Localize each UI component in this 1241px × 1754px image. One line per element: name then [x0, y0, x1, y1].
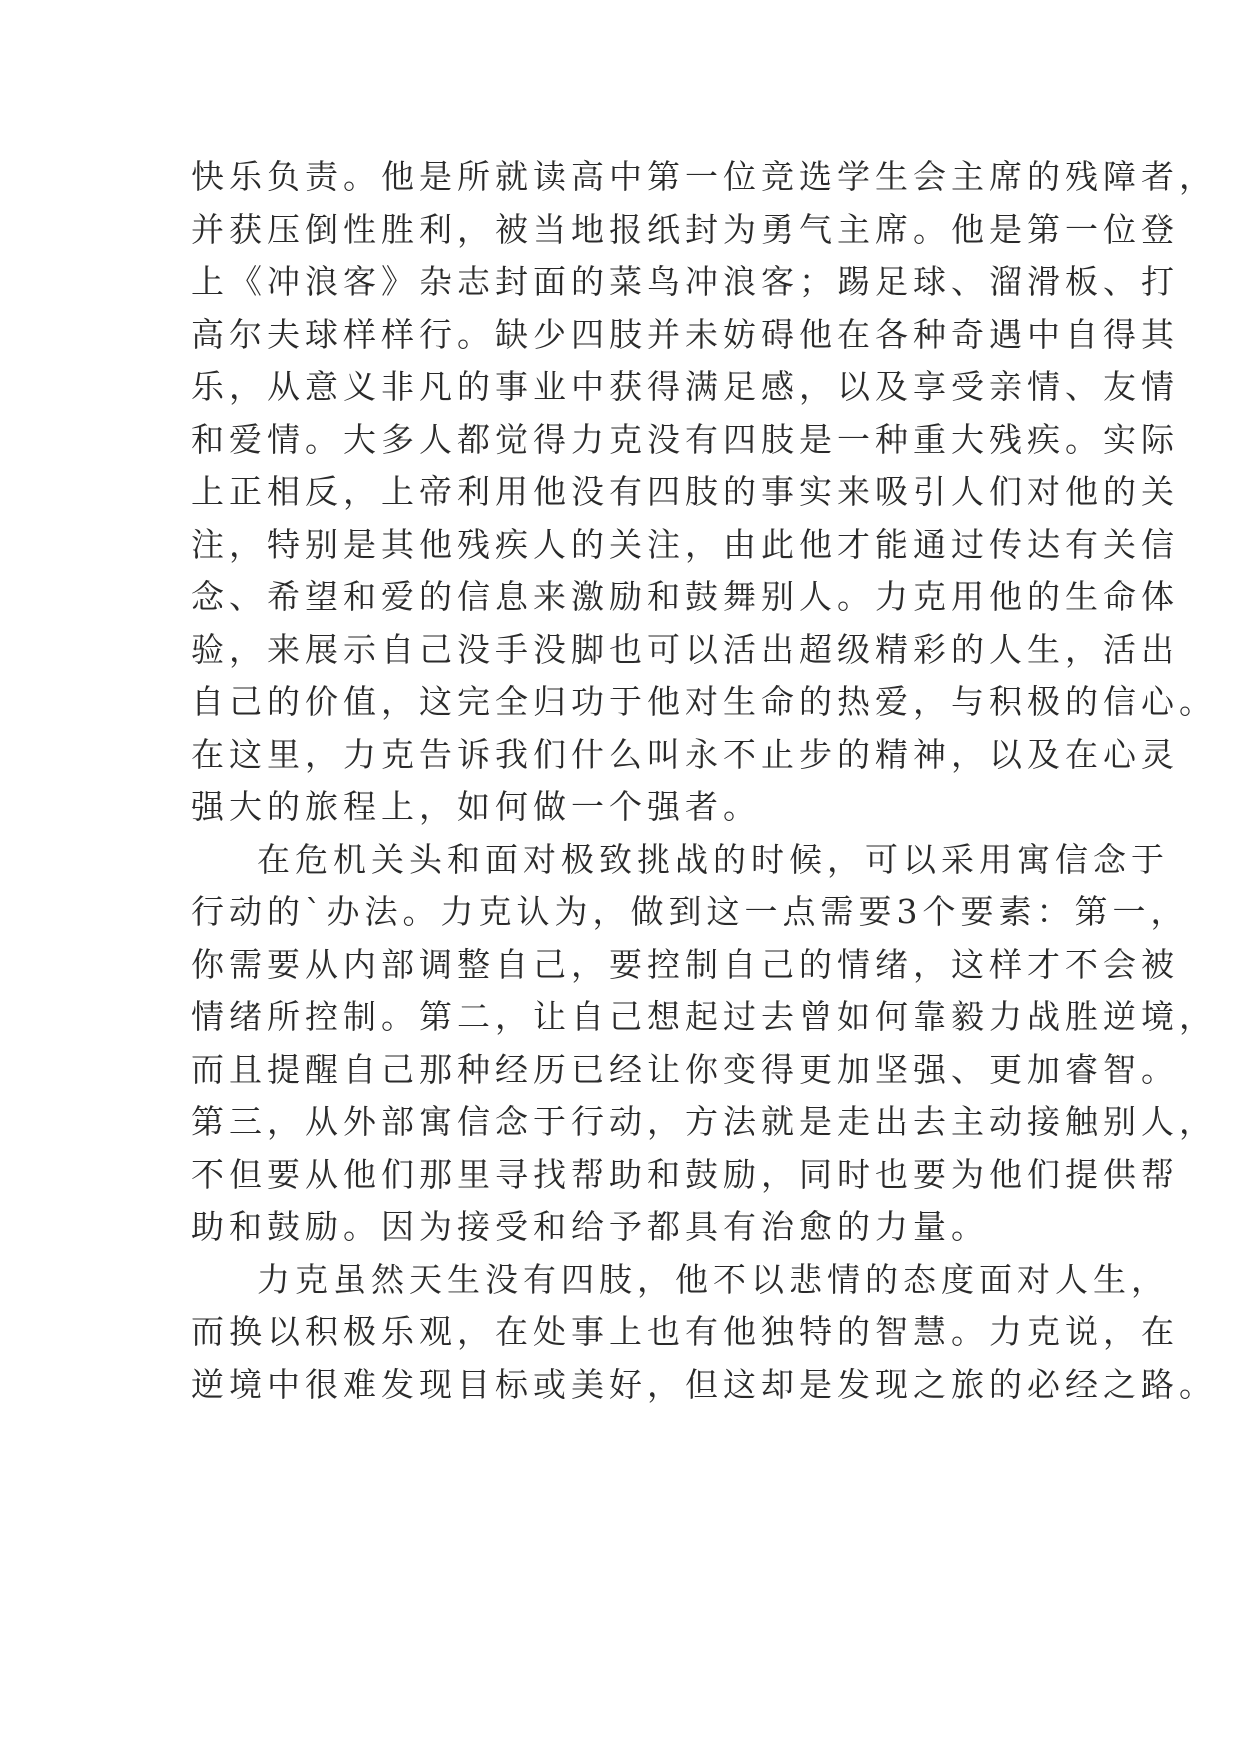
text-line: 自己的价值，这完全归功于他对生命的热爱，与积极的信心。 [191, 682, 1217, 721]
text-line: 念、希望和爱的信息来激励和鼓舞别人。力克用他的生命体 [191, 577, 1179, 616]
text-line: 而换以积极乐观，在处事上也有他独特的智慧。力克说，在 [191, 1312, 1179, 1351]
text-line: 逆境中很难发现目标或美好，但这却是发现之旅的必经之路。 [191, 1364, 1217, 1404]
text-line: 不但要从他们那里寻找帮助和鼓励，同时也要为他们提供帮 [191, 1154, 1179, 1194]
text-line: 助和鼓励。因为接受和给予都具有治愈的力量。 [191, 1207, 989, 1246]
text-line: 在这里，力克告诉我们什么叫永不止步的精神，以及在心灵 [191, 734, 1179, 774]
text-line: 并获压倒性胜利，被当地报纸封为勇气主席。他是第一位登 [191, 209, 1179, 249]
text-line: 上《冲浪客》杂志封面的菜鸟冲浪客；踢足球、溜滑板、打 [191, 262, 1179, 301]
paragraph-3 [191, 1254, 1217, 1412]
paragraph-1 [191, 151, 1217, 834]
text-line: 第三，从外部寓信念于行动，方法就是走出去主动接触别人， [191, 1102, 1217, 1141]
text-line: 上正相反，上帝利用他没有四肢的事实来吸引人们对他的关 [191, 472, 1179, 511]
text-line: 验，来展示自己没手没脚也可以活出超级精彩的人生，活出 [191, 629, 1179, 669]
document-body [191, 151, 1217, 1411]
text-line: 行动的`办法。力克认为，做到这一点需要3个要素：第一， [191, 892, 1189, 931]
text-line: 情绪所控制。第二，让自己想起过去曾如何靠毅力战胜逆境， [191, 997, 1217, 1036]
text-line: 在危机关头和面对极致挑战的时候，可以采用寓信念于 [257, 839, 1169, 879]
text-line: 乐，从意义非凡的事业中获得满足感，以及享受亲情、友情 [191, 367, 1179, 406]
text-line: 快乐负责。他是所就读高中第一位竞选学生会主席的残障者， [191, 157, 1217, 196]
text-line: 和爱情。大多人都觉得力克没有四肢是一种重大残疾。实际 [191, 419, 1179, 459]
text-line: 力克虽然天生没有四肢，他不以悲情的态度面对人生， [257, 1259, 1169, 1299]
paragraph-2 [191, 834, 1217, 1254]
text-line: 强大的旅程上，如何做一个强者。 [191, 787, 761, 826]
text-line: 注，特别是其他残疾人的关注，由此他才能通过传达有关信 [191, 524, 1179, 564]
text-line: 高尔夫球样样行。缺少四肢并未妨碍他在各种奇遇中自得其 [191, 314, 1179, 354]
text-line: 而且提醒自己那种经历已经让你变得更加坚强、更加睿智。 [191, 1049, 1179, 1089]
text-line: 你需要从内部调整自己，要控制自己的情绪，这样才不会被 [191, 944, 1179, 984]
